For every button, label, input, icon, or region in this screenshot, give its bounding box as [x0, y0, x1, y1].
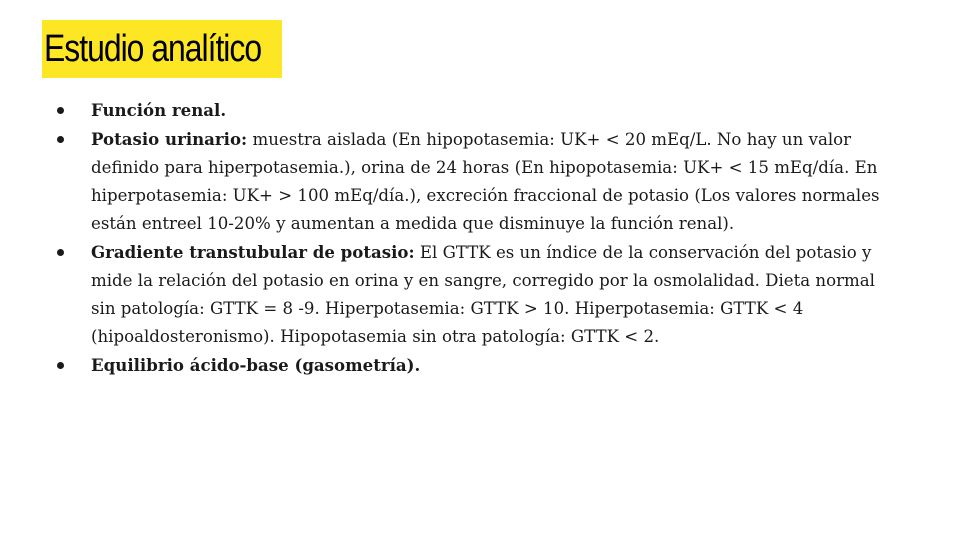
bullet-term: Potasio urinario: [91, 129, 248, 149]
bullet-item-urinary-potassium [54, 125, 904, 238]
bullet-item-renal-function [54, 96, 904, 125]
bullet-text: muestra aislada (En hipopotasemia: UK+ < 20 mEq/L. No hay un valor definido para hiperpotasemia.), orina de 24 horas (En hipopotasemia: UK+ < 15 mEq/día. En hiperpotasemia: UK+ > 100 mEq/día.), excreción fraccional de potasio (Los valores normales están entreel 10-20% y aumentan a medida que disminuye la función renal). [91, 130, 880, 233]
bullet-item-transtubular-gradient [54, 238, 904, 351]
bullet-text: El GTTK es un índice de la conservación del potasio y mide la relación del potasio en orina y en sangre, corregido por la osmolalidad. Dieta normal sin patología: GTTK = 8 -9. Hiperpotasemia: GTTK > 10. Hiperpotasemia: GTTK < 4 (hipoaldosteronismo). Hipopotasemia sin otra patología: GTTK < 2. [91, 243, 875, 346]
bullet-list [54, 96, 904, 380]
bullet-dot-icon [57, 136, 64, 143]
bullet-dot-icon [57, 362, 64, 369]
bullet-term: Función renal. [91, 100, 227, 120]
bullet-item-acid-base [54, 351, 904, 380]
bullet-dot-icon [57, 249, 64, 256]
title-highlight [42, 20, 282, 78]
bullet-dot-icon [57, 107, 64, 114]
bullet-term: Equilibrio ácido-base (gasometría). [91, 355, 421, 375]
bullet-term: Gradiente transtubular de potasio: [91, 242, 415, 262]
slide-title: Estudio analítico [44, 28, 262, 70]
